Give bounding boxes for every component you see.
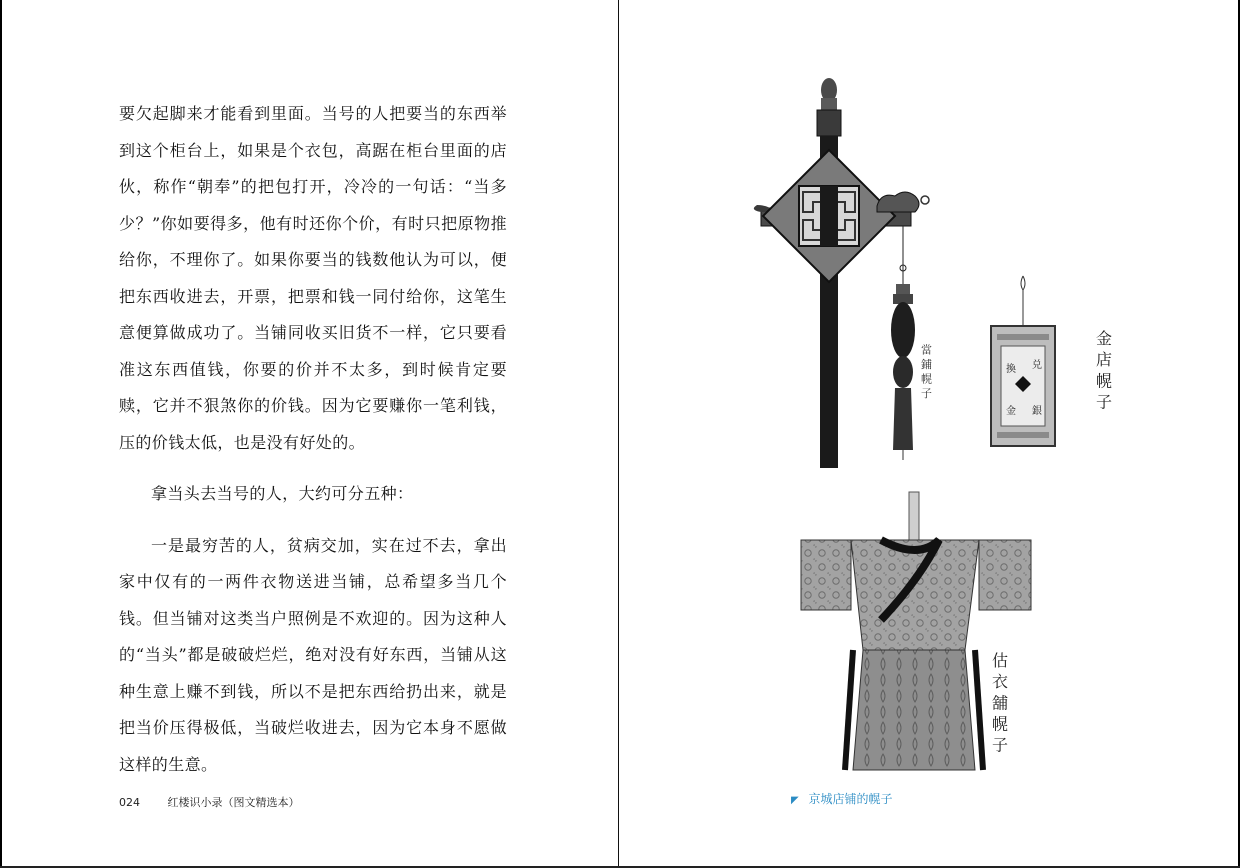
paragraph-3: 一是最穷苦的人，贫病交加，实在过不去，拿出家中仅有的一两件衣物送进当铺，总希望多当几个钱。但当铺对这类当户照例是不欢迎的。因为这种人的“当头”都是破破烂烂，绝对没有好东西，当铺从这种生意上赚不到钱，所以不是把东西给扔出来，就是把当价压得极低，当破烂收进去，因为它本身不愿做这样的生意。 (119, 535, 507, 774)
label-clothes: 估 衣 舖 幌 子 (989, 652, 1009, 753)
right-page (619, 0, 1240, 868)
paragraph-2: 拿当头去当号的人，大约可分五种： (151, 484, 414, 503)
pawnshop-pole (754, 78, 929, 468)
caption-text: 京城店铺的幌子 (808, 792, 893, 806)
sign-char-br: 銀 (1032, 406, 1042, 417)
sign-char-tr: 兑 (1032, 360, 1042, 371)
sign-char-bl: 金 (1006, 406, 1016, 417)
folio (119, 794, 300, 810)
shop-signs-illustration (619, 0, 1240, 868)
body-text (119, 96, 507, 783)
page-number: 024 (119, 796, 140, 809)
caption-triangle-icon: ◤ (791, 795, 799, 806)
goldshop-sign (991, 276, 1055, 446)
figure-caption (791, 790, 893, 807)
running-title: 红楼识小录（图文精选本） (167, 796, 300, 809)
left-page (0, 0, 619, 868)
paragraph-1: 要欠起脚来才能看到里面。当号的人把要当的东西举到这个柜台上，如果是个衣包，高踞在柜台里面的店伙，称作“朝奉”的把包打开，冷冷的一句话：“当多少？”你如要得多，他有时还你个价，有时只把原物推给你，不理你了。如果你要当的钱数他认为可以，便把东西收进去，开票，把票和钱一同付给你，这笔生意便算做成功了。当铺同收买旧货不一样，它只要看准这东西值钱，你要的价并不太多，到时候肯定要赎，它并不狠煞你的价钱。因为它要赚你一笔利钱，压的价钱太低，也是没有好处的。 (119, 104, 507, 452)
sign-char-tl: 換 (1006, 364, 1016, 375)
label-goldshop: 金 店 幌 子 (1093, 330, 1113, 410)
label-pawnshop: 當 鋪 幌 子 (919, 344, 933, 399)
